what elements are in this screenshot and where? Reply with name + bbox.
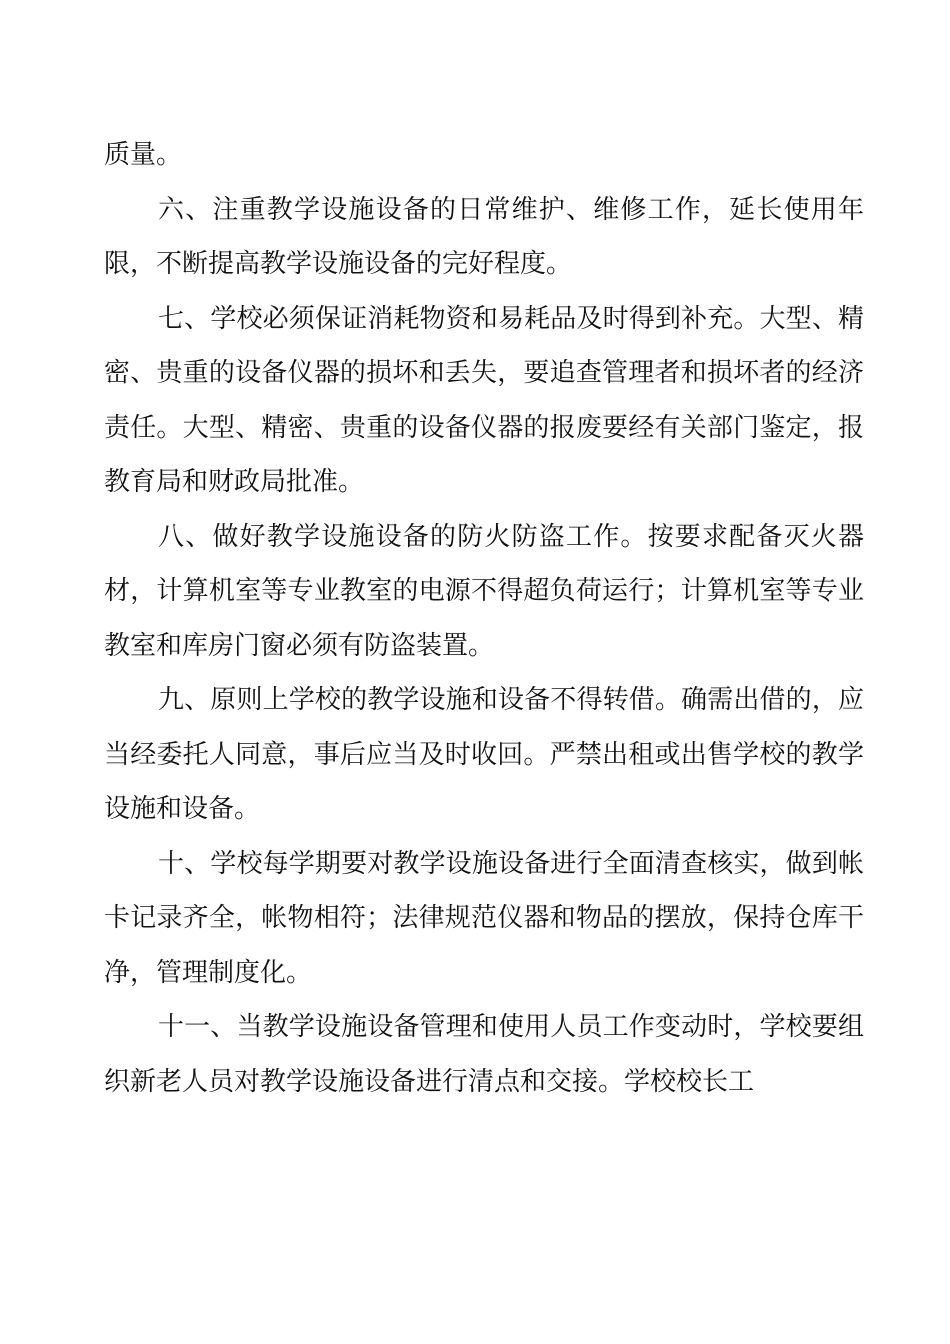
paragraph-item-9: 九、原则上学校的教学设施和设备不得转借。确需出借的，应当经委托人同意，事后应当及时收回。严禁出租或出售学校的教学设施和设备。 [104,685,864,824]
paragraph-item-11: 十一、当教学设施设备管理和使用人员工作变动时，学校要组织新老人员对教学设施设备进行清点和交接。学校校长工 [104,1012,864,1097]
paragraph-item-6: 六、注重教学设施设备的日常维护、维修工作，延长使用年限，不断提高教学设施设备的完好程度。 [104,194,864,279]
paragraph-continuation: 质量。 [104,140,183,170]
paragraph-item-8: 八、做好教学设施设备的防火防盗工作。按要求配备灭火器材，计算机室等专业教室的电源不得超负荷运行；计算机室等专业教室和库房门窗必须有防盗装置。 [104,521,864,661]
paragraph-item-7: 七、学校必须保证消耗物资和易耗品及时得到补充。大型、精密、贵重的设备仪器的损坏和丢失，要追查管理者和损坏者的经济责任。大型、精密、贵重的设备仪器的报废要经有关部门鉴定，报教育局和财政局批准。 [104,303,864,497]
document-body [104,128,864,1109]
paragraph-item-10: 十、学校每学期要对教学设施设备进行全面清查核实，做到帐卡记录齐全，帐物相符；法律规范仪器和物品的摆放，保持仓库干净，管理制度化。 [104,848,864,988]
